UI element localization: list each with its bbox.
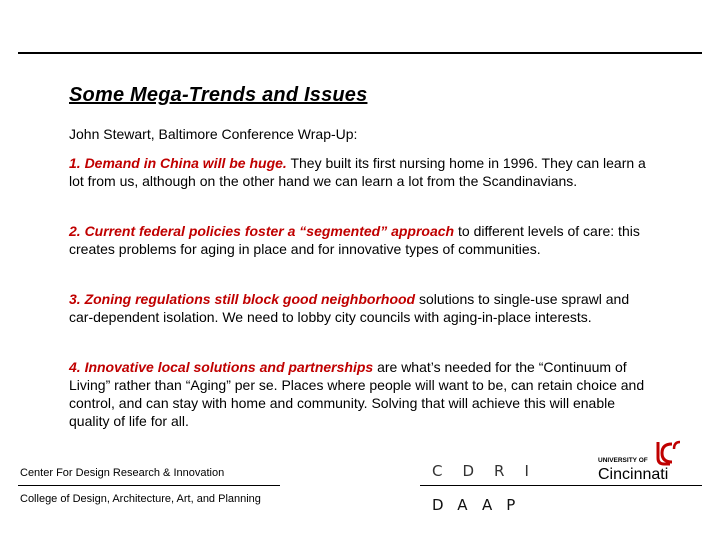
trend-3-text: solutions to single-use sprawl and car-dependent isolation. We need to lobby city councils with aging-in-place interests. [69,291,630,325]
trend-paragraph-3 [69,290,649,326]
cdri-wordmark: CDRI [432,462,549,480]
uc-mark-icon [658,442,680,464]
university-of-cincinnati-logo [598,440,698,484]
intro-line: John Stewart, Baltimore Conference Wrap-Up: [69,126,358,142]
daap-wordmark: DAAP [432,496,530,514]
trend-1-highlight: 1. Demand in China will be huge. [69,155,287,171]
footer-rule-left [18,485,280,486]
college-name: College of Design, Architecture, Art, and Planning [20,493,261,505]
trend-3-highlight: 3. Zoning regulations still block good neighborhood [69,291,416,307]
trend-paragraph-1 [69,154,649,190]
trend-4-highlight: 4. Innovative local solutions and partnerships [69,359,374,375]
center-name: Center For Design Research & Innovation [20,467,225,479]
trend-2-highlight: 2. Current federal policies foster a “segmented” approach [69,223,455,239]
footer-rule-right [420,485,702,486]
trend-4-text: are what’s needed for the “Continuum of Living” rather than “Aging” per se. Places where people will want to be, can retain choice and control, and can stay with home and community. Solving that will achieve this will enable quality of life for all. [69,359,645,429]
trend-paragraph-4 [69,358,649,430]
top-rule [18,52,702,54]
trend-paragraph-2 [69,222,649,258]
logo-line1: UNIVERSITY OF [598,457,648,464]
logo-line2: Cincinnati [598,466,669,483]
page-title: Some Mega-Trends and Issues [69,84,368,106]
trend-1-text: They built its first nursing home in 1996. They can learn a lot from us, although on the other hand we can learn a lot from the Scandinavians. [69,155,646,189]
trend-2-text: to different levels of care: this creates problems for aging in place and for innovative types of communities. [69,223,640,257]
